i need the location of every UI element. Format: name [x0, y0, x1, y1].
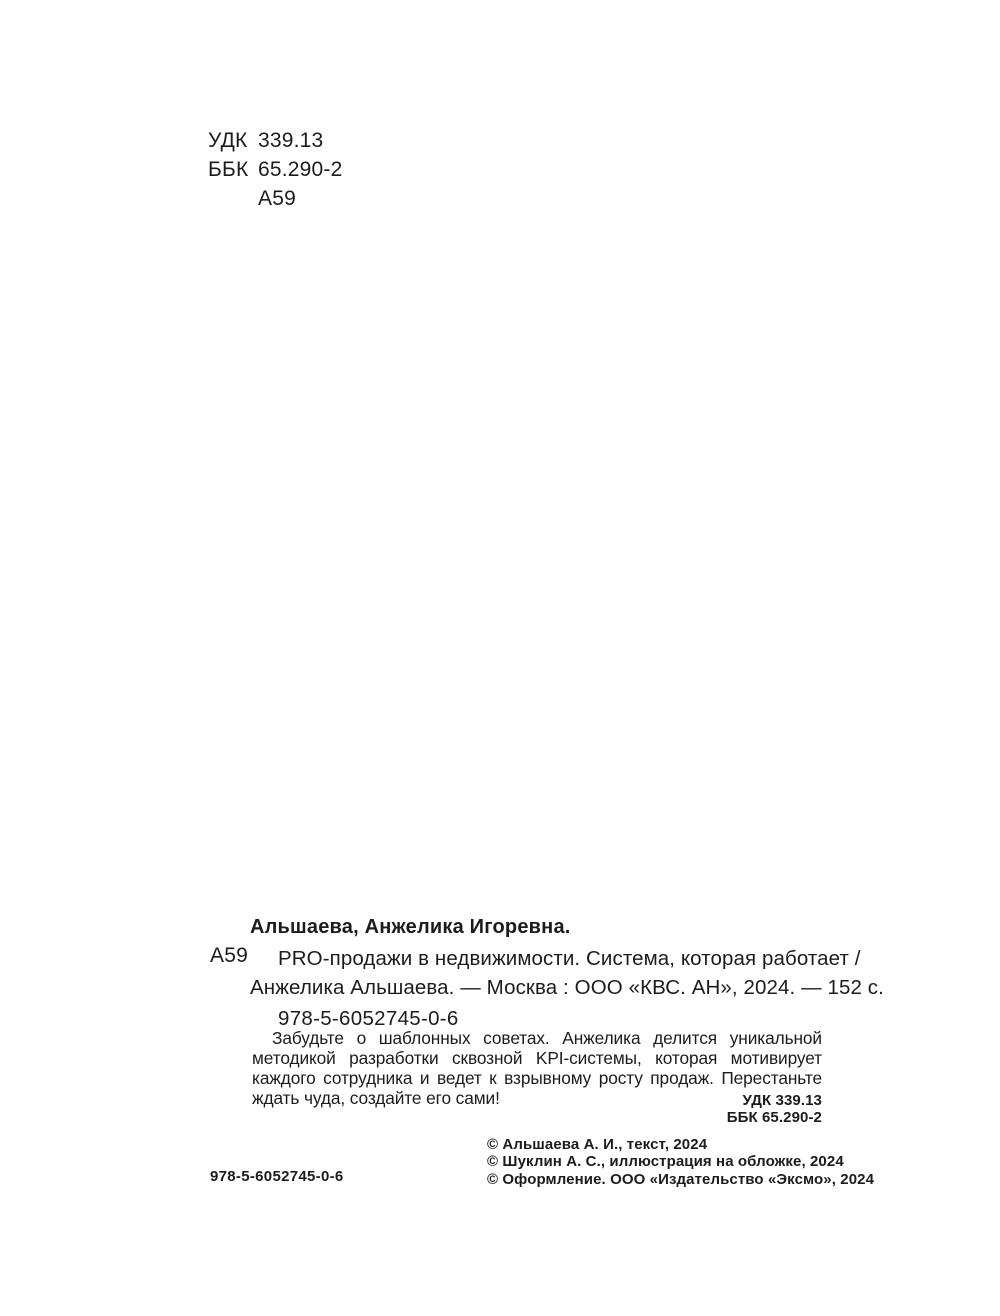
catalog-author-sign: А59	[210, 944, 248, 967]
udk-value: 339.13	[258, 129, 324, 152]
bbk-right: ББК 65.290-2	[726, 1109, 822, 1126]
footer-isbn: 978-5-6052745-0-6	[210, 1168, 344, 1185]
copyright-block	[487, 1136, 874, 1188]
copyright-line-author: © Альшаева А. И., текст, 2024	[487, 1136, 708, 1153]
udk-label: УДК	[208, 129, 248, 152]
catalog-author-heading: Альшаева, Анжелика Игоревна.	[250, 916, 571, 938]
catalog-title-line2: Анжелика Альшаева. — Москва : ООО «КВС. АН», 2024. — 152 с.	[250, 976, 884, 999]
classification-right-block	[252, 1092, 822, 1126]
catalog-isbn: 978-5-6052745-0-6	[278, 1007, 459, 1030]
copyright-line-illustrator: © Шуклин А. С., иллюстрация на обложке, 2024	[487, 1153, 844, 1171]
author-sign: А59	[258, 187, 296, 210]
catalog-title-line1: PRO-продажи в недвижимости. Система, которая работает /	[278, 947, 861, 970]
catalog-title-statement	[250, 944, 884, 1002]
udk-right: УДК 339.13	[742, 1092, 822, 1109]
bbk-label: ББК	[208, 158, 249, 181]
author-sign-spacer	[208, 184, 258, 213]
copyright-line-publisher: © Оформление. ООО «Издательство «Эксмо», 2024	[487, 1170, 875, 1188]
top-classification-block	[208, 126, 343, 213]
bbk-value: 65.290-2	[258, 158, 343, 181]
annotation-paragraph: Забудьте о шаблонных советах. Анжелика делится уникальной методикой разработки сквозной KPI-системы, которая мотивирует каждого сотрудника и ведет к взрывному росту продаж. Перестаньте ждать чуда, создайте его сами!	[252, 1028, 822, 1108]
